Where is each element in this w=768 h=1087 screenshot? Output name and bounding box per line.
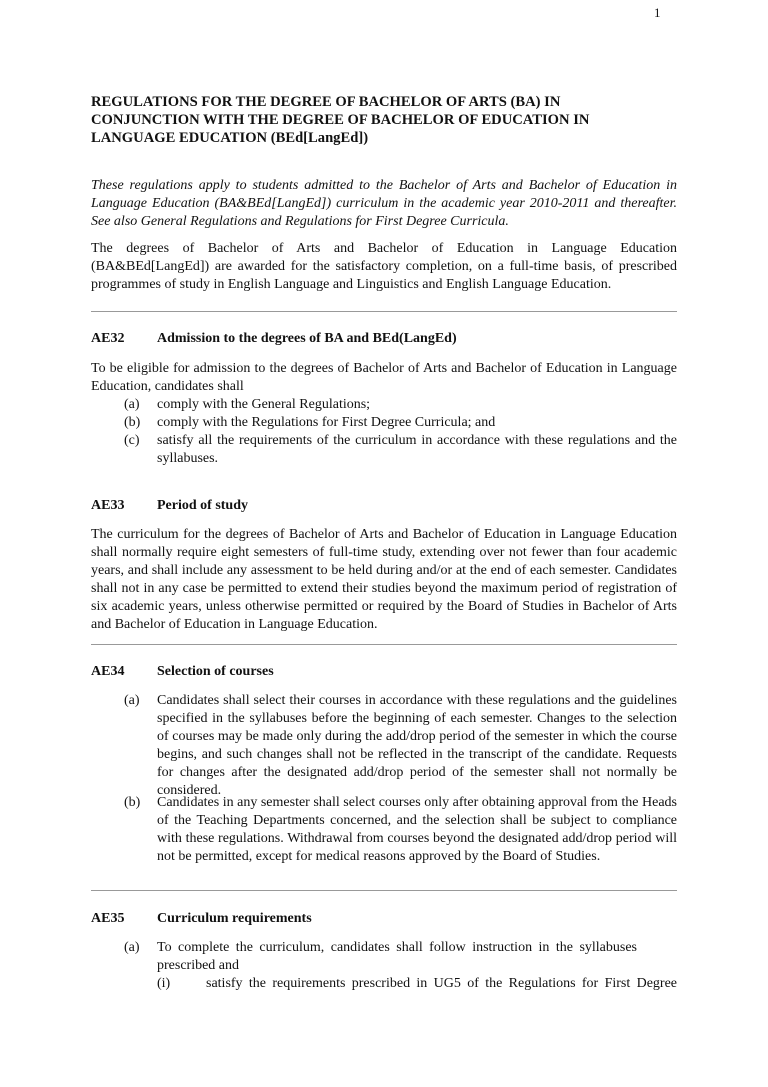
section-heading-ae33: [91, 497, 248, 515]
section-code: AE33: [91, 498, 125, 513]
list-label: (b): [124, 795, 141, 810]
list-text: Candidates in any semester shall select courses only after obtaining approval from the Heads of the Teaching Departments concerned, and the selection shall be subject to compliance with these regulations. Withdrawal from courses beyond the designated add/drop period will not be permitted, except for medical reasons approved by the Board of Studies.: [157, 795, 677, 864]
sub-list-text: satisfy the requirements prescribed in UG5 of the Regulations for First Degree: [206, 976, 677, 991]
list-label: (c): [124, 433, 140, 448]
list-item: [124, 396, 677, 414]
intro-paragraph: The degrees of Bachelor of Arts and Bachelor of Education in Language Education (BA&BEd[LangEd]) are awarded for the satisfactory completion, on a full-time basis, of prescribed programmes of study in English Language and Linguistics and English Language Education.: [91, 241, 677, 292]
sub-list-item: [157, 975, 677, 993]
section-title: Selection of courses: [157, 664, 274, 679]
section-divider: [91, 890, 677, 891]
list-item: [124, 794, 677, 866]
list-text: To complete the curriculum, candidates shall follow instruction in the syllabuses prescribed and: [157, 940, 637, 973]
page-number: 1: [654, 5, 661, 20]
applicability-note: These regulations apply to students admitted to the Bachelor of Arts and Bachelor of Education in Language Education (BA&BEd[LangEd]) curriculum in the academic year 2010-2011 and thereafter. See also General Regulations and Regulations for First Degree Curricula.: [91, 178, 677, 229]
section-heading-ae32: [91, 330, 457, 348]
list-item: [124, 414, 677, 432]
section-paragraph: To be eligible for admission to the degrees of Bachelor of Arts and Bachelor of Education in Language Education, candidates shall: [91, 361, 677, 394]
list-text: Candidates shall select their courses in accordance with these regulations and the guidelines specified in the syllabuses before the beginning of each semester. Changes to the selection of courses may be made only during the add/drop period of the semester in which the course begins, and such changes shall not be reflected in the transcript of the candidate. Requests for changes after the designated add/drop period of the semester shall not normally be considered.: [157, 693, 677, 798]
section-divider: [91, 644, 677, 645]
title-line: LANGUAGE EDUCATION (BEd[LangEd]): [91, 130, 369, 146]
list-label: (a): [124, 397, 140, 412]
section-code: AE34: [91, 664, 125, 679]
section-code: AE32: [91, 331, 125, 346]
section-heading-ae34: [91, 663, 274, 681]
section-heading-ae35: [91, 910, 312, 928]
title-line: CONJUNCTION WITH THE DEGREE OF BACHELOR OF EDUCATION IN: [91, 112, 590, 128]
list-item: [124, 692, 677, 800]
section-title: Period of study: [157, 498, 248, 513]
section-paragraph: The curriculum for the degrees of Bachelor of Arts and Bachelor of Education in Language Education shall normally require eight semesters of full-time study, extending over not fewer than four academic years, and shall include any assessment to be held during and/or at the end of each semester. Candidates shall not in any case be permitted to extend their studies beyond the maximum period of registration of six academic years, unless otherwise permitted or required by the Board of Studies in Bachelor of Arts and Bachelor of Education in Language Education.: [91, 527, 677, 632]
title-line: REGULATIONS FOR THE DEGREE OF BACHELOR OF ARTS (BA) IN: [91, 94, 561, 110]
list-label: (a): [124, 693, 140, 708]
list-text: comply with the General Regulations;: [157, 397, 371, 412]
sub-list-label: (i): [157, 976, 171, 991]
list-label: (b): [124, 415, 141, 430]
section-code: AE35: [91, 911, 125, 926]
section-title: Curriculum requirements: [157, 911, 312, 926]
list-text: comply with the Regulations for First Degree Curricula; and: [157, 415, 496, 430]
section-divider: [91, 311, 677, 312]
list-item: [124, 432, 677, 468]
section-title: Admission to the degrees of BA and BEd(LangEd): [157, 331, 457, 346]
list-label: (a): [124, 940, 140, 955]
document-title: [91, 93, 677, 147]
list-item: [124, 939, 677, 975]
list-text: satisfy all the requirements of the curriculum in accordance with these regulations and the syllabuses.: [157, 433, 677, 466]
